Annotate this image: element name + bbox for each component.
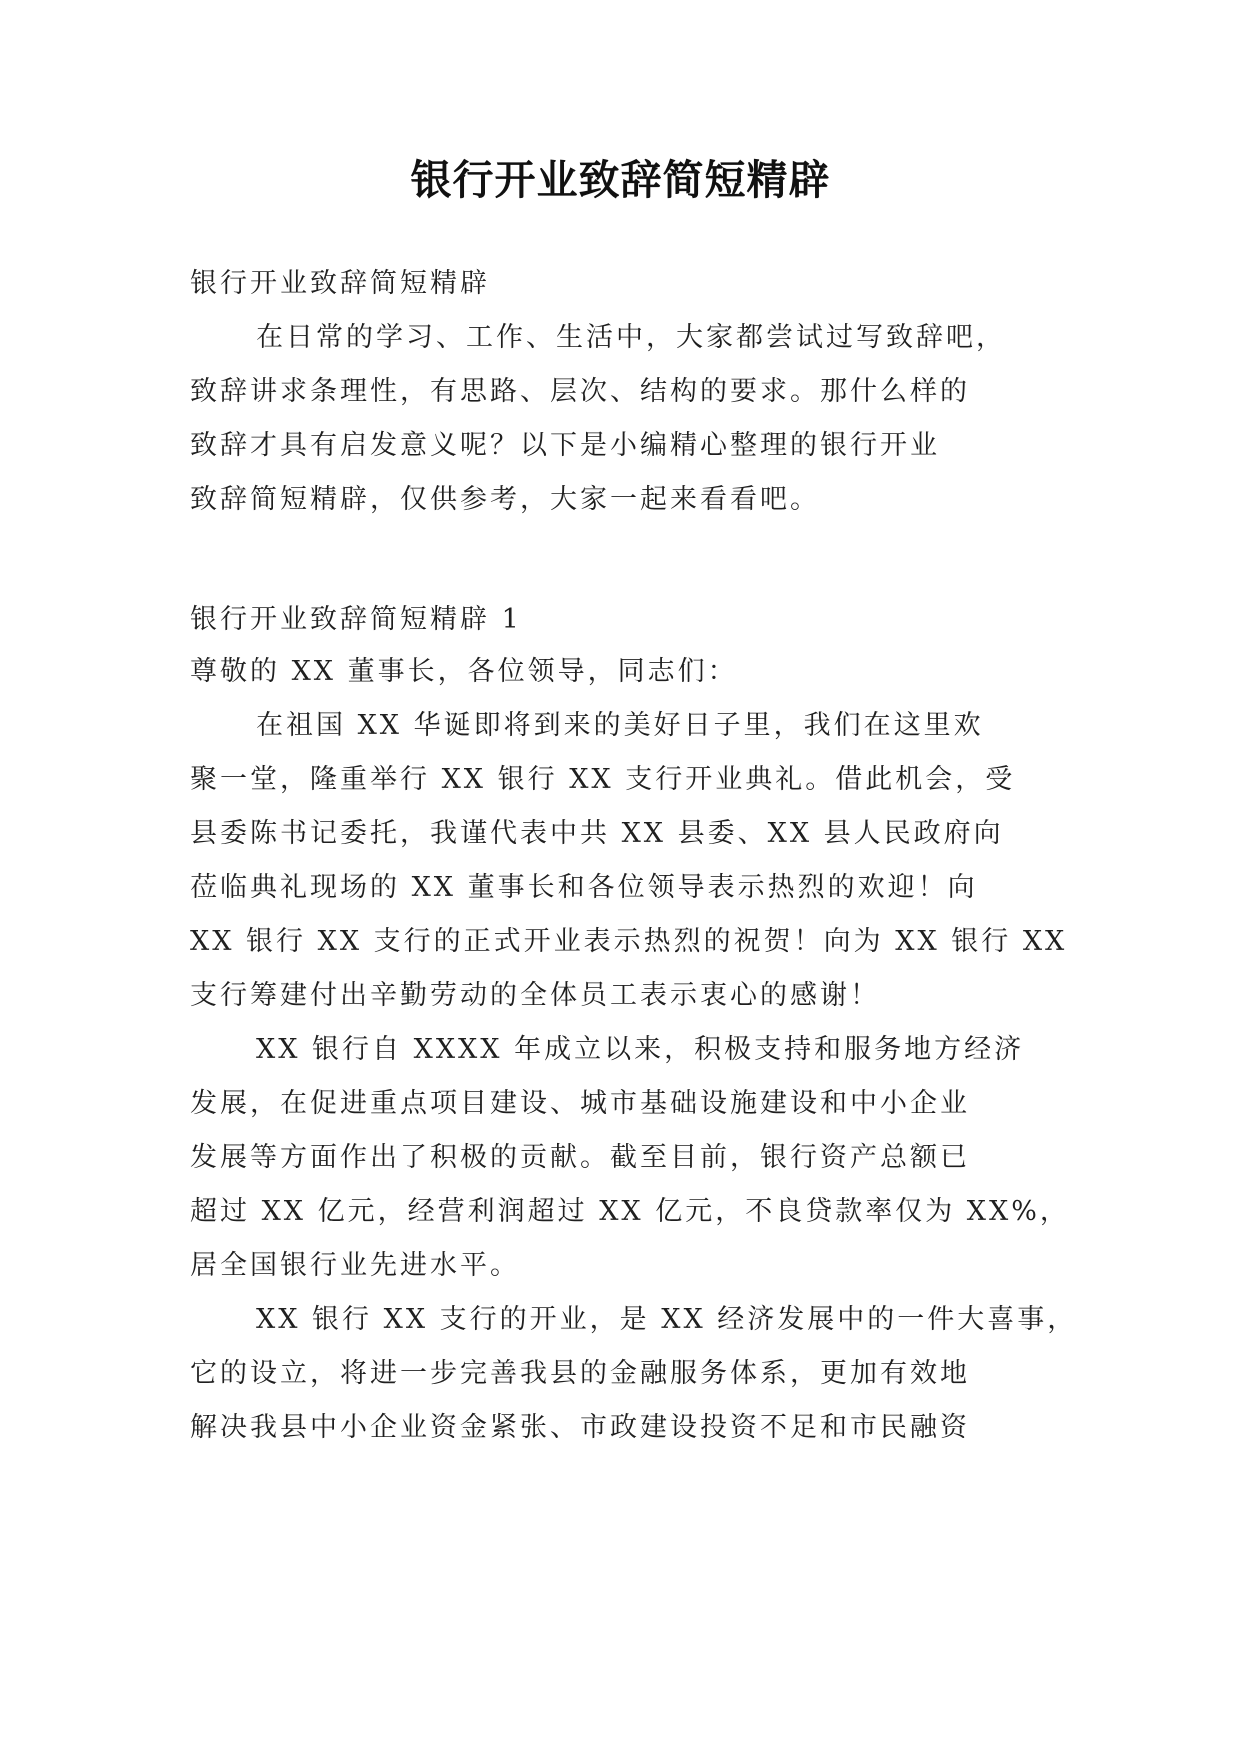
paragraph-line: 致辞才具有启发意义呢？以下是小编精心整理的银行开业 (190, 430, 940, 461)
paragraph-line: 支行筹建付出辛勤劳动的全体员工表示衷心的感谢！ (190, 980, 880, 1011)
section-heading: 银行开业致辞简短精辟 (190, 268, 490, 299)
paragraph-line: 它的设立，将进一步完善我县的金融服务体系，更加有效地 (190, 1358, 970, 1389)
paragraph-line: 超过 XX 亿元，经营利润超过 XX 亿元，不良贷款率仅为 XX%， (190, 1196, 1070, 1227)
section-heading: 银行开业致辞简短精辟 1 (190, 604, 522, 635)
paragraph-line: 聚一堂，隆重举行 XX 银行 XX 支行开业典礼。借此机会，受 (190, 764, 1016, 795)
paragraph-line: 莅临典礼现场的 XX 董事长和各位领导表示热烈的欢迎！向 (190, 872, 978, 903)
paragraph-line: 县委陈书记委托，我谨代表中共 XX 县委、XX 县人民政府向 (190, 818, 1004, 849)
paragraph-line: 在祖国 XX 华诞即将到来的美好日子里，我们在这里欢 (256, 710, 984, 741)
salutation-line: 尊敬的 XX 董事长，各位领导，同志们： (190, 656, 738, 687)
paragraph-line: XX 银行 XX 支行的正式开业表示热烈的祝贺！向为 XX 银行 XX (190, 926, 1068, 957)
paragraph-line: 解决我县中小企业资金紧张、市政建设投资不足和市民融资 (190, 1412, 970, 1443)
paragraph-line: XX 银行 XX 支行的开业，是 XX 经济发展中的一件大喜事， (256, 1304, 1078, 1335)
paragraph-line: 居全国银行业先进水平。 (190, 1250, 520, 1281)
paragraph-line: 致辞简短精辟，仅供参考，大家一起来看看吧。 (190, 484, 820, 515)
document-title: 银行开业致辞简短精辟 (410, 156, 831, 204)
paragraph-line: 在日常的学习、工作、生活中，大家都尝试过写致辞吧， (256, 322, 1006, 353)
paragraph-line: 致辞讲求条理性，有思路、层次、结构的要求。那什么样的 (190, 376, 970, 407)
paragraph-line: 发展等方面作出了积极的贡献。截至目前，银行资产总额已 (190, 1142, 970, 1173)
paragraph-line: 发展，在促进重点项目建设、城市基础设施建设和中小企业 (190, 1088, 970, 1119)
paragraph-line: XX 银行自 XXXX 年成立以来，积极支持和服务地方经济 (256, 1034, 1025, 1065)
